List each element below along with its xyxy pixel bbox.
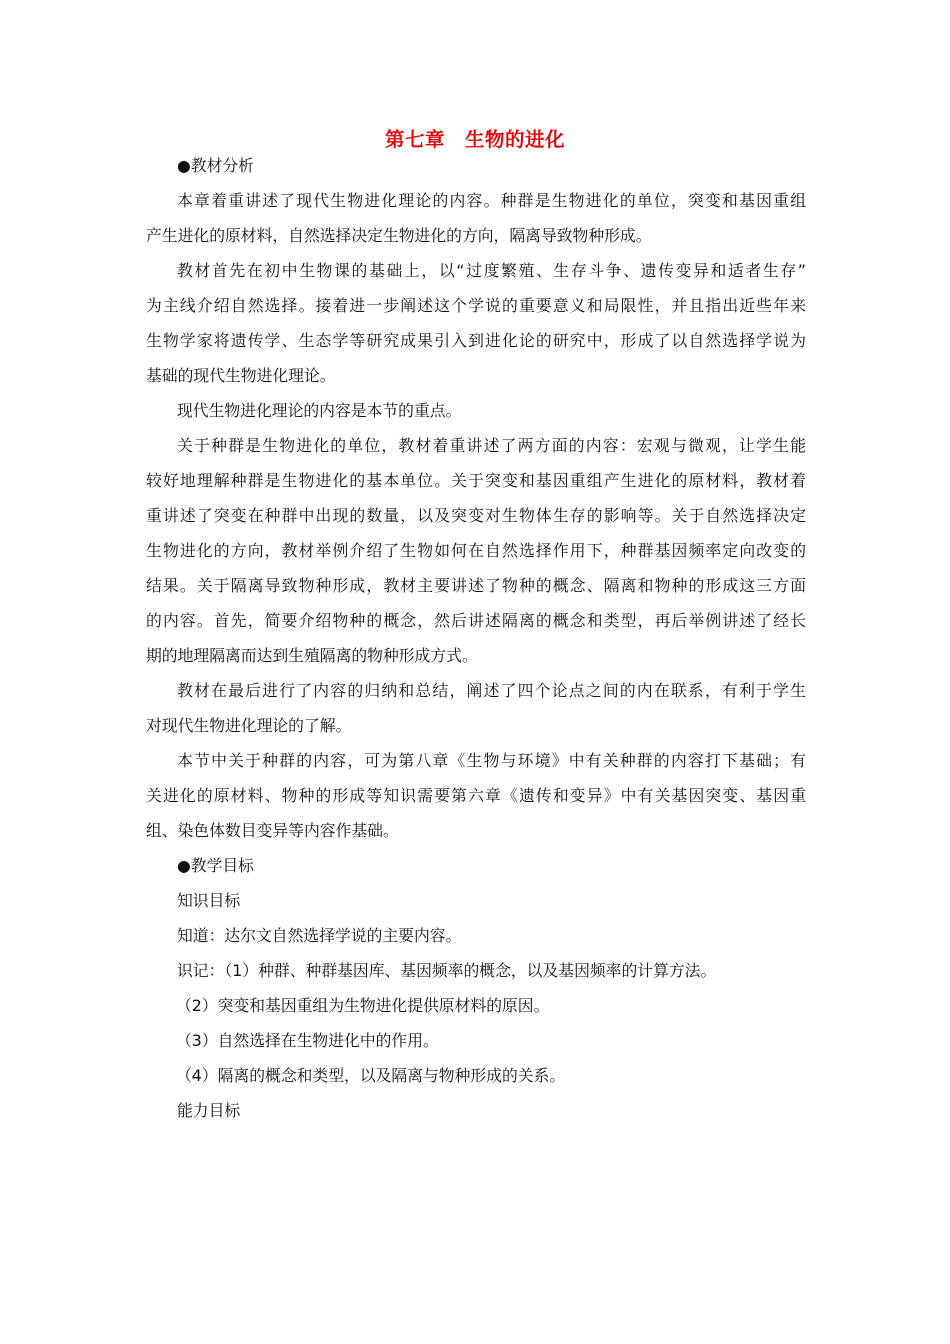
objective-item: 知道：达尔文自然选择学说的主要内容。 xyxy=(177,926,462,945)
subheading-knowledge-objectives: 知识目标 xyxy=(177,891,241,910)
document-body xyxy=(146,148,806,1128)
paragraph-line: 基础的现代生物进化理论。 xyxy=(146,366,336,385)
paragraph-line: 结果。关于隔离导致物种形成，教材主要讲述了物种的概念、隔离和物种的形成这三方面 xyxy=(146,576,806,595)
objective-item: （4）隔离的概念和类型，以及隔离与物种形成的关系。 xyxy=(176,1066,566,1085)
paragraph-line: 生物进化的方向，教材举例介绍了生物如何在自然选择作用下，种群基因频率定向改变的 xyxy=(146,541,806,560)
paragraph-line: 期的地理隔离而达到生殖隔离的物种形成方式。 xyxy=(146,646,478,665)
objective-item: （2）突变和基因重组为生物进化提供原材料的原因。 xyxy=(176,996,550,1015)
paragraph-line: 重讲述了突变在种群中出现的数量，以及突变对生物体生存的影响等。关于自然选择决定 xyxy=(146,506,806,525)
paragraph-line: 生物学家将遗传学、生态学等研究成果引入到进化论的研究中，形成了以自然选择学说为 xyxy=(146,331,806,350)
paragraph-line: 本节中关于种群的内容，可为第八章《生物与环境》中有关种群的内容打下基础；有 xyxy=(177,751,806,770)
chapter-title: 第七章 生物的进化 xyxy=(384,128,565,151)
paragraph-line: 的内容。首先，简要介绍物种的概念，然后讲述隔离的概念和类型，再后举例讲述了经长 xyxy=(146,611,806,630)
section-heading-textbook-analysis: ●教材分析 xyxy=(177,156,254,175)
objective-item: 识记：（1）种群、种群基因库、基因频率的概念，以及基因频率的计算方法。 xyxy=(177,961,717,980)
paragraph-line: 较好地理解种群是生物进化的基本单位。关于突变和基因重组产生进化的原材料，教材着 xyxy=(146,471,806,490)
subheading-ability-objectives: 能力目标 xyxy=(177,1101,241,1120)
paragraph-line: 组、染色体数目变异等内容作基础。 xyxy=(146,821,399,840)
paragraph-line: 为主线介绍自然选择。接着进一步阐述这个学说的重要意义和局限性，并且指出近些年来 xyxy=(146,296,806,315)
paragraph-line: 产生进化的原材料，自然选择决定生物进化的方向，隔离导致物种形成。 xyxy=(146,226,652,245)
paragraph-line: 对现代生物进化理论的了解。 xyxy=(146,716,352,735)
section-heading-teaching-objectives: ●教学目标 xyxy=(177,856,254,875)
paragraph-line: 本章着重讲述了现代生物进化理论的内容。种群是生物进化的单位，突变和基因重组 xyxy=(177,191,806,210)
paragraph-line: 教材在最后进行了内容的归纳和总结，阐述了四个论点之间的内在联系，有利于学生 xyxy=(177,681,806,700)
paragraph-line: 关进化的原材料、物种的形成等知识需要第六章《遗传和变异》中有关基因突变、基因重 xyxy=(146,786,806,805)
paragraph-line: 现代生物进化理论的内容是本节的重点。 xyxy=(177,401,462,420)
paragraph-line: 教材首先在初中生物课的基础上，以“过度繁殖、生存斗争、遗传变异和适者生存” xyxy=(177,261,806,280)
paragraph-line: 关于种群是生物进化的单位，教材着重讲述了两方面的内容：宏观与微观，让学生能 xyxy=(177,436,806,455)
objective-item: （3）自然选择在生物进化中的作用。 xyxy=(176,1031,439,1050)
